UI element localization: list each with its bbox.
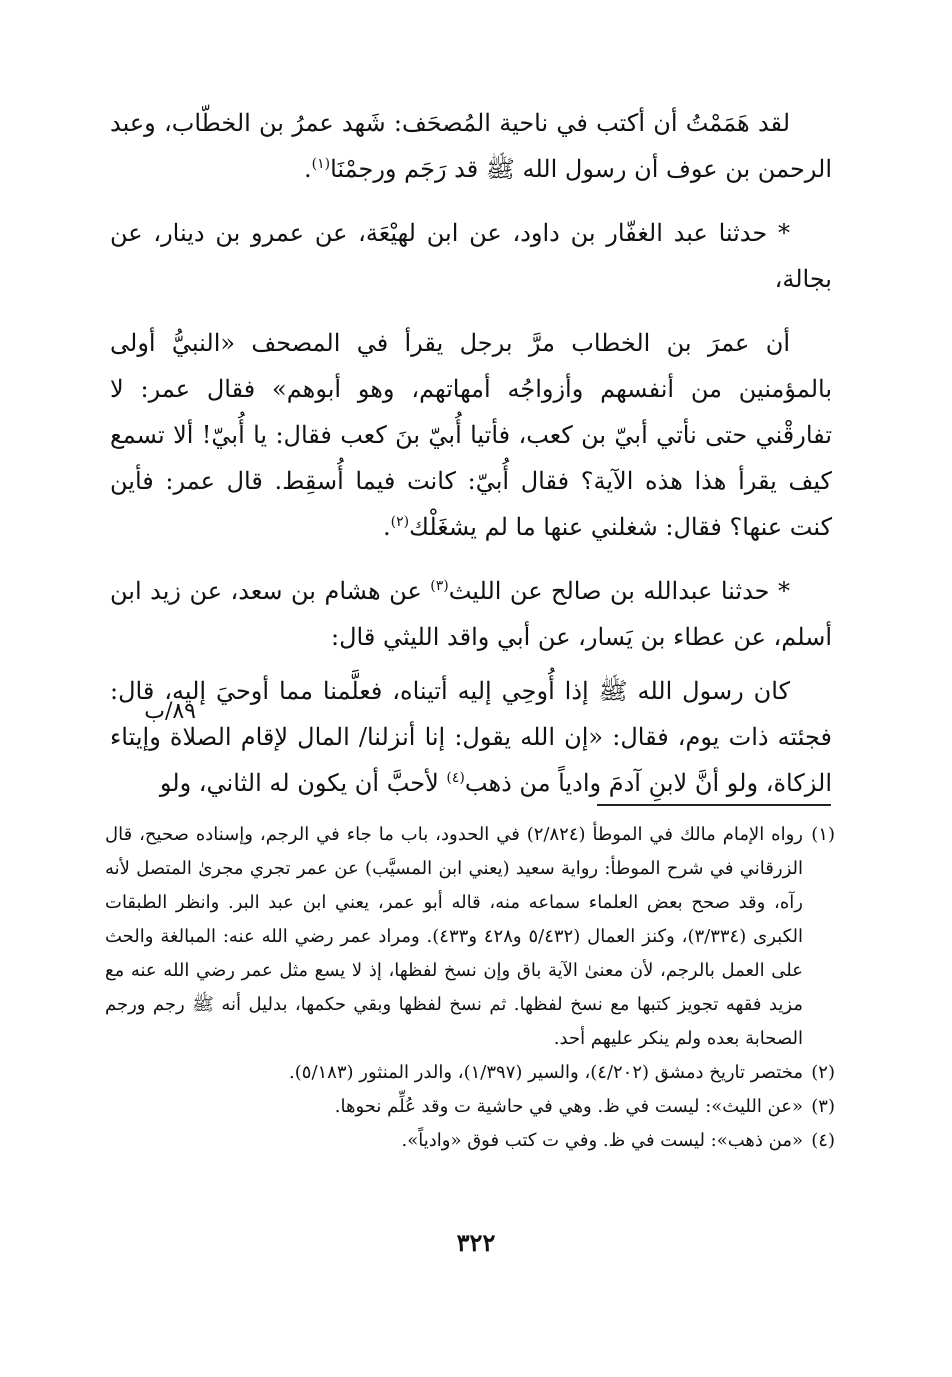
footnote-text: رواه الإمام مالك في الموطأ (٢/٨٢٤) في الحدود، باب ما جاء في الرجم، وإسناده صحيح، قال الزرقاني في شرح الموطأ: رواية سعيد (يعني ابن المسيَّب) عن عمر تجري مجرىٰ المتصل لأنه رآه، وقد صحح بعض العلماء سماعه منه، قاله أبو عمر، يعني ابن عبد البر. وانظر الطبقات الكبرى (٣/٣٣٤)، وكنز العمال (٥/٤٣٢ و٤٢٨ و٤٣٣). ومراد عمر رضي الله عنه: المبالغة والحث على العمل بالرجم، لأن معنىٰ الآية باق وإن نسخ لفظها، إذ لا يسع مثل عمر رضي الله عنه مع مزيد فقهه تجويز كتبها مع نسخ لفظها. ثم نسخ لفظها وبقي حكمها، بدليل أنه ﷺ رجم ورجم الصحابة بعده ولم ينكر عليهم أحد. [105, 824, 804, 1049]
paragraph-5-text-b: لأحبَّ أن يكون له الثاني، ولو [159, 769, 447, 797]
footnotes [105, 818, 835, 1158]
paragraph-5-text-a: كان رسول الله ﷺ إذا أُوحِي إليه أتيناه، فعلَّمنا مما أوحيَ إليه، قال: فجئته ذات يوم، فقال: «إن الله يقول: إنا أنزلنا/ المال لإقام الصلاة وإيتاء الزكاة، ولو أنَّ لابنِ آدمَ وادياً من ذهب [110, 677, 832, 797]
paragraph-5 [110, 668, 832, 806]
paragraph-3-end: . [383, 513, 391, 541]
footnote-text: مختصر تاريخ دمشق (٤/٢٠٢)، والسير (١/٣٩٧)، والدر المنثور (٥/١٨٣). [289, 1062, 803, 1083]
footnote-number: (٣) [811, 1096, 835, 1117]
footnote-number: (١) [811, 824, 835, 845]
paragraph-2-isnad: * حدثنا عبد الغفّار بن داود، عن ابن لهيْعَة، عن عمرو بن دينار، عن بجالة، [110, 219, 832, 293]
footnote-ref-4: (٤) [446, 770, 465, 786]
manuscript-folio-marker: ٨٩/ب [144, 699, 196, 724]
footnote-number: (٤) [811, 1130, 835, 1151]
footnote-ref-1: (١) [311, 156, 331, 172]
main-text [110, 100, 832, 806]
paragraph-1-end: . [303, 155, 312, 183]
paragraph-4-text-b: عن هشام بن سعد، عن زيد ابن أسلم، عن عطاء بن يَسار، عن أبي واقد الليثي قال: [110, 577, 832, 651]
paragraph-3 [110, 320, 832, 550]
paragraph-3-text: أن عمرَ بن الخطاب مرَّ برجل يقرأ في المصحف «النبيُّ أولى بالمؤمنين من أنفسهم وأزواجُه أمهاتهم، وهو أبوهم» فقال عمر: لا تفارقْني حتى نأتي أبيّ بن كعب، فأتيا أُبيّ بنَ كعب فقال: يا أُبيّ! ألا تسمع كيف يقرأ هذا هذه الآية؟ فقال أُبيّ: كانت فيما أُسقِط. قال عمر: فأين كنت عنها؟ فقال: شغلني عنها ما لم يشغَلْك [110, 329, 832, 541]
footnote-text: «من ذهب»: ليست في ظ. وفي ت كتب فوق «وادياً». [401, 1130, 803, 1151]
footnote-1 [105, 818, 835, 1056]
footnote-2 [105, 1056, 835, 1090]
footnote-4 [105, 1124, 835, 1158]
footnote-divider [597, 804, 831, 806]
footnote-ref-2: (٢) [390, 514, 410, 530]
footnote-ref-3: (٣) [430, 578, 449, 594]
paragraph-1 [110, 100, 832, 192]
page-number: ٣٢٢ [456, 1228, 496, 1257]
paragraph-1-text: لقد هَمَمْتُ أن أكتب في ناحية المُصحَف: شَهد عمرُ بن الخطّاب، وعبد الرحمن بن عوف أن رسول الله ﷺ قد رَجَم ورجمْنَا [110, 109, 832, 183]
footnote-number: (٢) [811, 1062, 835, 1083]
paragraph-4-isnad [110, 568, 832, 660]
footnote-text: «عن الليث»: ليست في ظ. وهي في حاشية ت وقد عُلِّم نحوها. [334, 1096, 803, 1117]
paragraph-4-text-a: * حدثنا عبدالله بن صالح عن الليث [448, 577, 790, 605]
footnote-3 [105, 1090, 835, 1124]
